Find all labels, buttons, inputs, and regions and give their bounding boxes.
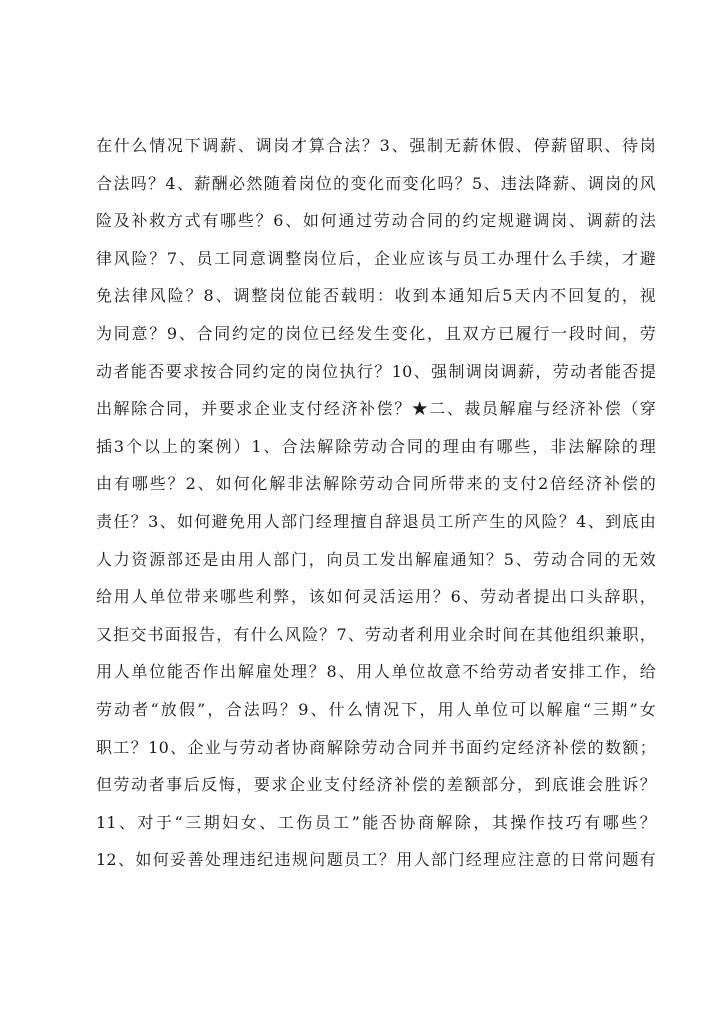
text-line: 职工？10、企业与劳动者协商解除劳动合同并书面约定经济补偿的数额； [96,737,656,757]
text-line: 律风险？7、员工同意调整岗位后，企业应该与员工办理什么手续，才避 [96,248,656,268]
text-line: 又拒交书面报告，有什么风险？7、劳动者利用业余时间在其他组织兼职， [96,624,656,644]
text-line: 合法吗？4、薪酬必然随着岗位的变化而变化吗？5、违法降薪、调岗的风 [96,173,656,193]
text-line: 11、对于“三期妇女、工伤员工”能否协商解除，其操作技巧有哪些？ [96,812,656,832]
text-line: 免法律风险？8、调整岗位能否载明：收到本通知后5天内不回复的，视 [96,286,656,306]
text-line: 用人单位能否作出解雇处理？8、用人单位故意不给劳动者安排工作，给 [96,662,656,682]
text-line: 在什么情况下调薪、调岗才算合法？3、强制无薪休假、停薪留职、待岗 [96,136,656,155]
text-line: 动者能否要求按合同约定的岗位执行？10、强制调岗调薪，劳动者能否提 [96,361,656,381]
text-line: 插3个以上的案例）1、合法解除劳动合同的理由有哪些，非法解除的理 [96,436,656,456]
text-line: 给用人单位带来哪些利弊，该如何灵活运用？6、劳动者提出口头辞职， [96,587,656,607]
text-line: 出解除合同，并要求企业支付经济补偿？★二、裁员解雇与经济补偿（穿 [96,399,656,419]
text-line: 但劳动者事后反悔，要求企业支付经济补偿的差额部分，到底谁会胜诉？ [96,775,656,795]
text-line: 12、如何妥善处理违纪违规问题员工？用人部门经理应注意的日常问题有 [96,850,656,870]
text-line: 人力资源部还是由用人部门，向员工发出解雇通知？5、劳动合同的无效 [96,549,656,569]
text-line: 责任？3、如何避免用人部门经理擅自辞退员工所产生的风险？4、到底由 [96,511,656,531]
body-text [96,127,656,879]
text-line: 险及补救方式有哪些？6、如何通过劳动合同的约定规避调岗、调薪的法 [96,211,656,231]
text-line: 劳动者“放假”，合法吗？9、什么情况下，用人单位可以解雇“三期”女 [96,699,656,719]
text-line: 由有哪些？2、如何化解非法解除劳动合同所带来的支付2倍经济补偿的 [96,474,656,494]
text-line: 为同意？9、合同约定的岗位已经发生变化，且双方已履行一段时间，劳 [96,323,656,343]
